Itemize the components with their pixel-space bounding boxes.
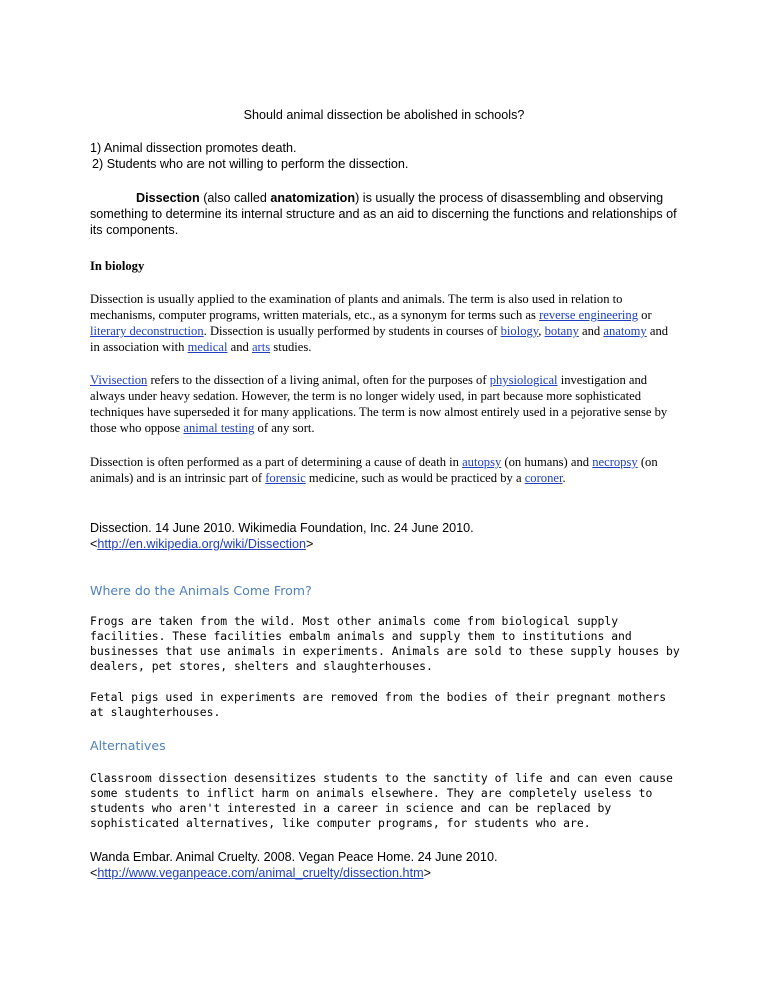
link-literary-deconstruction[interactable]: literary deconstruction: [90, 324, 204, 338]
link-animal-testing[interactable]: animal testing: [183, 421, 255, 435]
link-veganpeace-url[interactable]: http://www.veganpeace.com/animal_cruelty/dissection.htm: [97, 866, 424, 880]
where-paragraph-1: Frogs are taken from the wild. Most other animals come from biological supply facilities. These facilities embalm animals and supply them to institutions and businesses that use animals in experiments. Animals are sold to these supply houses by dealers, pet stores, shelters and slaughterhouses.: [90, 614, 680, 673]
point-1: 1) Animal dissection promotes death.: [90, 141, 297, 155]
where-heading: Where do the Animals Come From?: [90, 583, 312, 598]
alternatives-paragraph: Classroom dissection desensitizes students to the sanctity of life and can even cause some students to inflict harm on animals elsewhere. They are completely useless to students who aren't interested in a career in science and can be replaced by sophisticated alternatives, like computer programs, for students who are.: [90, 771, 673, 830]
biology-paragraph-1: Dissection is usually applied to the examination of plants and animals. The term is also used in relation to mechanisms, computer programs, written materials, etc., as a synonym for terms such as reverse engineering or literary deconstruction. Dissection is usually performed by students in courses of biology, botany and anatomy and in association with medical and arts studies.: [90, 292, 669, 354]
term-dissection: Dissection: [136, 191, 200, 205]
where-paragraph-2: Fetal pigs used in experiments are removed from the bodies of their pregnant mothers at slaughterhouses.: [90, 690, 667, 719]
link-necropsy[interactable]: necropsy: [592, 455, 638, 469]
biology-paragraph-3: Dissection is often performed as a part of determining a cause of death in autopsy (on humans) and necropsy (on animals) and is an intrinsic part of forensic medicine, such as would be practiced by a coroner.: [90, 455, 658, 485]
link-anatomy[interactable]: anatomy: [603, 324, 647, 338]
link-forensic[interactable]: forensic: [265, 471, 306, 485]
citation-2: Wanda Embar. Animal Cruelty. 2008. Vegan Peace Home. 24 June 2010. <http://www.veganpeace.com/animal_cruelty/dissection.htm>: [90, 850, 498, 880]
link-physiological[interactable]: physiological: [489, 373, 558, 387]
term-anatomization: anatomization: [270, 191, 356, 205]
citation-1: Dissection. 14 June 2010. Wikimedia Foundation, Inc. 24 June 2010. <http://en.wikipedia.org/wiki/Dissection>: [90, 521, 474, 551]
link-medical[interactable]: medical: [187, 340, 228, 354]
page-title: Should animal dissection be abolished in schools?: [243, 108, 525, 122]
link-autopsy[interactable]: autopsy: [462, 455, 502, 469]
biology-paragraph-2: Vivisection refers to the dissection of a living animal, often for the purposes of physiological investigation and always under heavy sedation. However, the term is no longer widely used, in part because more sophisticated techniques have superseded it for many applications. The term is now almost entirely used in a pejorative sense by those who oppose animal testing of any sort.: [90, 373, 668, 435]
link-vivisection[interactable]: Vivisection: [90, 373, 148, 387]
alternatives-heading: Alternatives: [90, 738, 166, 753]
link-wikipedia-url[interactable]: http://en.wikipedia.org/wiki/Dissection: [97, 537, 306, 551]
biology-heading: In biology: [90, 259, 145, 273]
link-coroner[interactable]: coroner: [524, 471, 563, 485]
point-2: 2) Students who are not willing to perform the dissection.: [92, 157, 409, 171]
link-arts[interactable]: arts: [251, 340, 271, 354]
link-reverse-engineering[interactable]: reverse engineering: [539, 308, 639, 322]
link-botany[interactable]: botany: [544, 324, 579, 338]
link-biology[interactable]: biology: [500, 324, 539, 338]
intro-paragraph: Dissection (also called anatomization) is usually the process of disassembling and observing something to determine its internal structure and as an aid to discerning the functions and relationships of its components.: [90, 191, 677, 237]
